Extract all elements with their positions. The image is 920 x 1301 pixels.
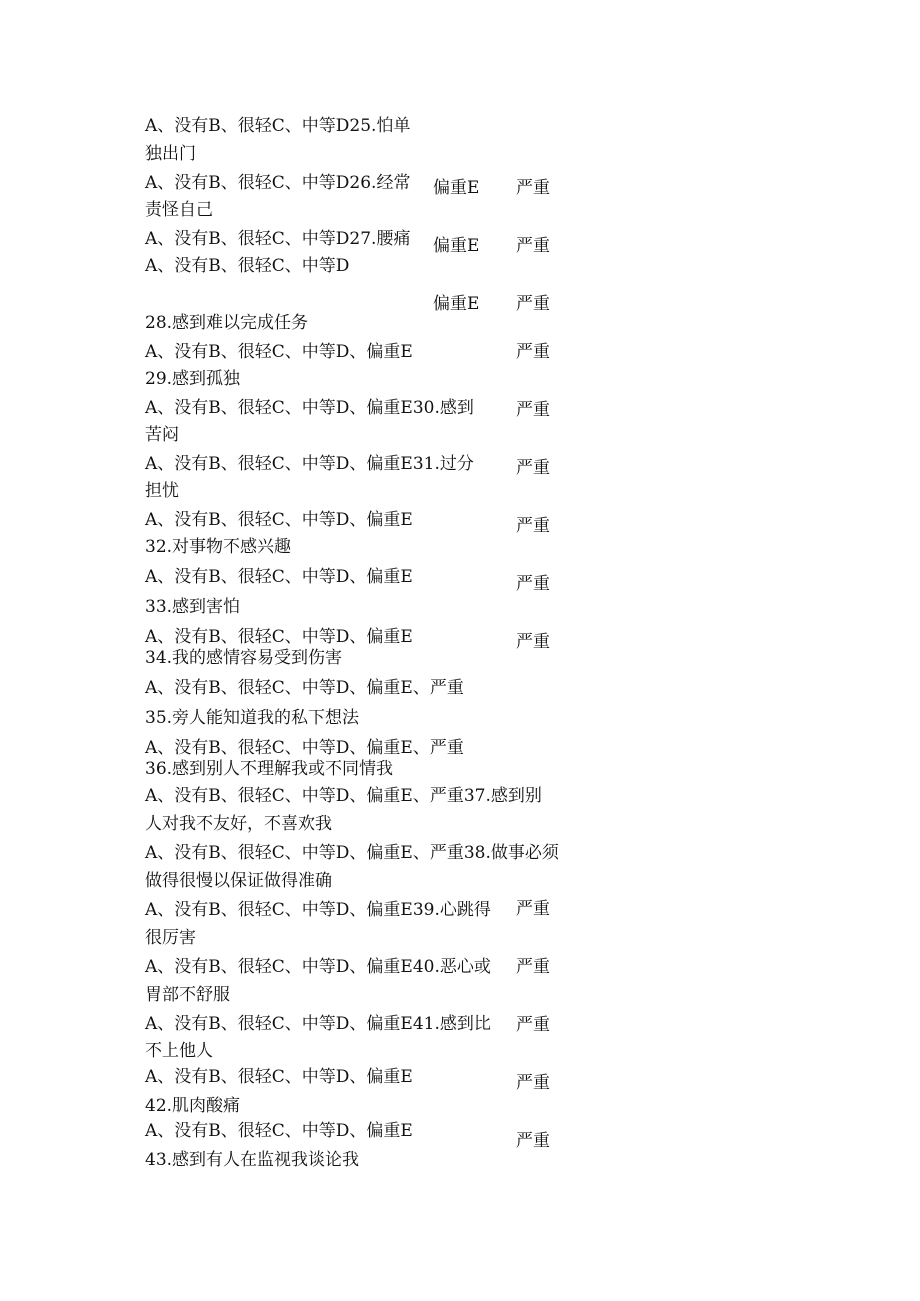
text-line: 独出门 bbox=[145, 144, 196, 164]
option-severe-label: 严重 bbox=[516, 574, 550, 594]
option-severe-label: 严重 bbox=[516, 632, 550, 652]
text-line: 34.我的感情容易受到伤害 bbox=[145, 648, 343, 668]
text-line: A、没有B、很轻C、中等D26.经常 bbox=[145, 173, 411, 193]
text-line: 35.旁人能知道我的私下想法 bbox=[145, 708, 360, 728]
option-severe-label: 严重 bbox=[516, 1015, 550, 1035]
text-line: A、没有B、很轻C、中等D、偏重E bbox=[145, 567, 413, 587]
text-line: 不上他人 bbox=[145, 1041, 213, 1061]
text-line: A、没有B、很轻C、中等D、偏重E41.感到比 bbox=[145, 1014, 491, 1034]
option-severe-label: 严重 bbox=[516, 178, 550, 198]
text-line: A、没有B、很轻C、中等D、偏重E bbox=[145, 510, 413, 530]
text-line: 42.肌肉酸痛 bbox=[145, 1096, 241, 1116]
text-line: A、没有B、很轻C、中等D bbox=[145, 256, 350, 276]
option-e-label: 偏重E bbox=[433, 294, 480, 314]
text-line: A、没有B、很轻C、中等D27.腰痛 bbox=[145, 229, 411, 249]
text-line: 做得很慢以保证做得准确 bbox=[145, 871, 332, 891]
option-severe-label: 严重 bbox=[516, 899, 550, 919]
option-severe-label: 严重 bbox=[516, 294, 550, 314]
text-line: A、没有B、很轻C、中等D、偏重E39.心跳得 bbox=[145, 900, 491, 920]
option-severe-label: 严重 bbox=[516, 516, 550, 536]
text-line: A、没有B、很轻C、中等D、偏重E、严重 bbox=[145, 678, 464, 698]
option-severe-label: 严重 bbox=[516, 236, 550, 256]
text-line: 28.感到难以完成任务 bbox=[145, 313, 309, 333]
text-line: A、没有B、很轻C、中等D、偏重E40.恶心或 bbox=[145, 957, 491, 977]
text-line: 43.感到有人在监视我谈论我 bbox=[145, 1150, 360, 1170]
text-line: A、没有B、很轻C、中等D25.怕单 bbox=[145, 116, 411, 136]
text-line: A、没有B、很轻C、中等D、偏重E bbox=[145, 1121, 413, 1141]
text-line: 33.感到害怕 bbox=[145, 597, 241, 617]
option-severe-label: 严重 bbox=[516, 957, 550, 977]
text-line: A、没有B、很轻C、中等D、偏重E、严重 bbox=[145, 738, 464, 758]
option-severe-label: 严重 bbox=[516, 342, 550, 362]
option-severe-label: 严重 bbox=[516, 1131, 550, 1151]
option-e-label: 偏重E bbox=[433, 236, 480, 256]
text-line: 责怪自己 bbox=[145, 200, 213, 220]
option-e-label: 偏重E bbox=[433, 178, 480, 198]
option-severe-label: 严重 bbox=[516, 400, 550, 420]
text-line: A、没有B、很轻C、中等D、偏重E bbox=[145, 627, 413, 647]
text-line: 人对我不友好，不喜欢我 bbox=[145, 814, 332, 834]
option-severe-label: 严重 bbox=[516, 458, 550, 478]
text-line: A、没有B、很轻C、中等D、偏重E、严重38.做事必须 bbox=[145, 843, 559, 863]
text-line: 苦闷 bbox=[145, 425, 179, 445]
text-line: 担忧 bbox=[145, 481, 179, 501]
text-line: 很厉害 bbox=[145, 928, 196, 948]
text-line: 胃部不舒服 bbox=[145, 985, 230, 1005]
text-line: 29.感到孤独 bbox=[145, 369, 241, 389]
text-line: A、没有B、很轻C、中等D、偏重E、严重37.感到别 bbox=[145, 786, 542, 806]
text-line: 36.感到别人不理解我或不同情我 bbox=[145, 759, 394, 779]
text-line: A、没有B、很轻C、中等D、偏重E31.过分 bbox=[145, 454, 474, 474]
text-line: A、没有B、很轻C、中等D、偏重E bbox=[145, 1067, 413, 1087]
text-line: A、没有B、很轻C、中等D、偏重E bbox=[145, 342, 413, 362]
text-line: A、没有B、很轻C、中等D、偏重E30.感到 bbox=[145, 398, 474, 418]
option-severe-label: 严重 bbox=[516, 1073, 550, 1093]
text-line: 32.对事物不感兴趣 bbox=[145, 537, 292, 557]
